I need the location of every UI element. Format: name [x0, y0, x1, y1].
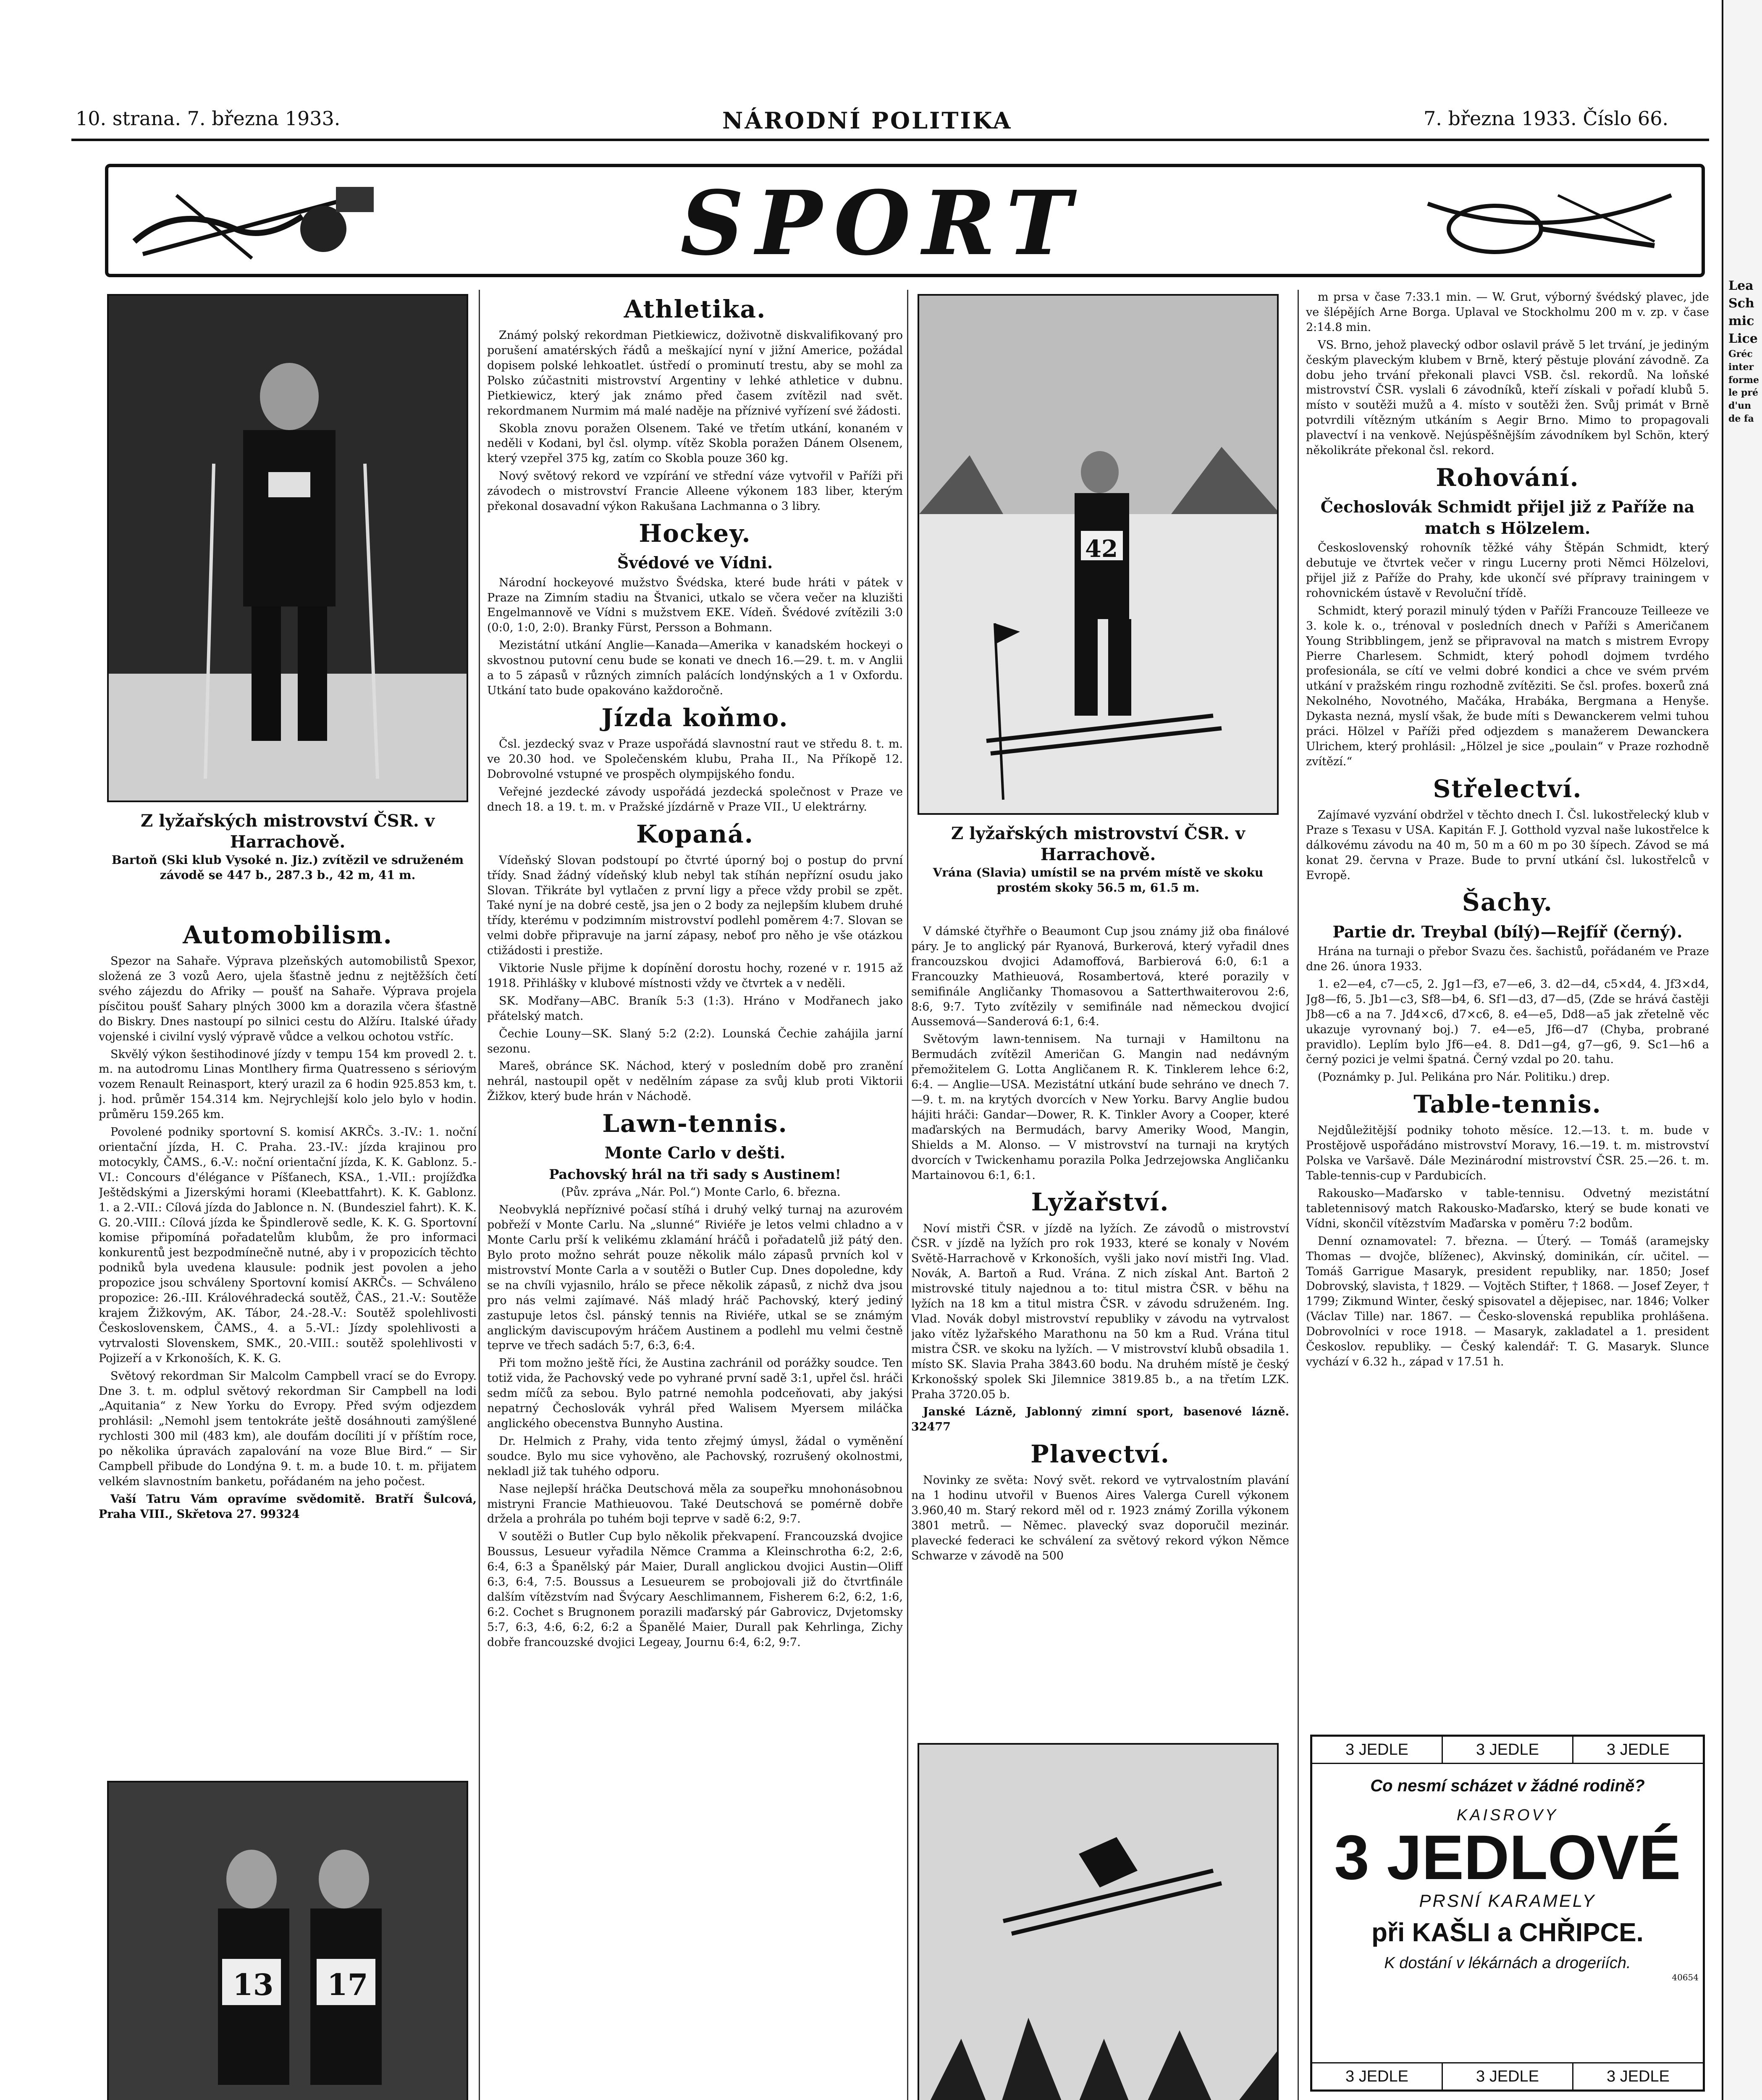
article-paragraph: SK. Modřany—ABC. Braník 5:3 (1:3). Hráno v Modřanech jako přátelský match.	[487, 994, 903, 1023]
section-heading: Lyžařství.	[1031, 1188, 1169, 1217]
article-paragraph: Viktorie Nusle přijme k dopínění dorostu hochy, rozené v r. 1915 až 1918. Přihlášky v klubové místnosti vždy ve čtvrtek a v neděli.	[487, 962, 903, 990]
article-paragraph: Neobvyklá nepříznivé počasí stíhá i druhý velký turnaj na azurovém pobřeží v Monte Carlu. Na „slunné“ Riviéře je letos velmi chladno a v Monte Carlu prší k velikému zklamání hráčů i pořadatelů již pátý den. Bylo proto možno sehrát pouze několik málo zápasů prvních kol v mistrovství Monte Carla a v soutěži o Butler Cup. Dnes dopoledne, kdy se na chvíli vyjasnilo, hrálo se přece několik zápasů, z nichž dva jsou pro nás velmi zajímavé. Náš mladý hráč Pachovský, který jediný zastupuje letos čsl. pánský tennis na Riviéře, utkal se se známým anglickým daviscupovým hráčem Austinem a podlehl mu velmi čestně teprve ve třech sadách 5:7, 6:3, 6:4.	[487, 1203, 903, 1352]
article-paragraph: Světovým lawn-tennisem. Na turnaji v Hamiltonu na Bermudách zvítězil Američan G. Mangin nad nedávným přemožitelem G. Lotta Angličanem R. K. Tinklerem lehce 6:2, 6:4. — Anglie—USA. Mezistátní utkání bude sehráno ve dnech 7.—9. t. m. na krytých dvorcích v New Yorku. Barvy Anglie budou hájiti hráči: Gandar—Dower, R. K. Tinkler Avory a Cooper, které maďarských na Bermudách, barvy Ameriky Wood, Mangin, Shields a M. Alonso. — V mistrovství na turnaji na krytých dvorcích v Twickenhamu porazila Polka Jedrzejowska Angličanku Martainovou 6:1, 6:1.	[911, 1033, 1289, 1182]
ad-number: 40654	[1672, 1972, 1699, 1982]
ad-where: K dostání v lékárnách a drogeriích.	[1384, 1954, 1631, 1972]
edge-fragment: le pré	[1728, 387, 1758, 399]
article-paragraph: Spezor na Sahaře. Výprava plzeňských automobilistů Spexor, složená ze 3 vozů Aero, ujela šťastně jednu z nejtěžších četí svého zájezdu do Afriky — poušť na Sahaře. Výprava projela písčitou poušť Sahary plných 3000 km a dorazila včera šťastně do Biskry. Dnes nastoupí po silnici cestu do Alžíru. Italské úřady vojenské i civilní vyslý výpravě vůdce a velkou ochotou vstříc.	[99, 955, 477, 1043]
photo-caption-title: Z lyžařských mistrovství ČSR. v Harrachově.	[951, 824, 1245, 864]
section-heading: Lawn-tennis.	[602, 1109, 788, 1138]
article-paragraph: m prsa v čase 7:33.1 min. — W. Grut, výborný švédský plavec, jde ve šlépějích Arne Borga. Uplaval ve Stockholmu 200 m v. zp. v čase 2:14.8 min.	[1306, 291, 1709, 334]
ad-label: 3 JEDLE	[1607, 1741, 1670, 1759]
header-rule	[71, 139, 1709, 141]
photo-caption-text: Vrána (Slavia) umístil se na prvém místě ve skoku prostém skoky 56.5 m, 61.5 m.	[933, 866, 1264, 895]
article-paragraph: Československý rohovník těžké váhy Štěpán Schmidt, který debutuje ve čtvrtek večer v ringu Lucerny proti Němci Hölzelovi, přijel již z Paříže do Prahy, kde ukončí své přípravy trainingem v rohovnickém ústavě v Revoluční třídě.	[1306, 541, 1709, 600]
article-paragraph: V dámské čtyřhře o Beaumont Cup jsou známy již oba finálové páry. Je to anglický pár Ryanová, Burkerová, který vyřadil dnes francouzskou dvojici Adamoffová, Barbierová 6:0, 6:1 a Francouzky Mathieuová, Rosambertová, které porazily v semifinále Angličanky Thomasovou a Satterthwaiterovou 2:6, 8:6, 9:7. Tyto zvítězily v semifinále nad německou dvojicí Aussemová—Sanderová 6:1, 6:4.	[911, 925, 1289, 1029]
edge-fragment: mic	[1728, 314, 1754, 328]
section-heading: Kopaná.	[636, 819, 754, 848]
column-divider	[907, 290, 908, 2100]
article-paragraph: Hrána na turnaji o přebor Svazu čes. šachistů, pořádaném ve Praze dne 26. února 1933.	[1306, 945, 1709, 973]
article-paragraph: Národní hockeyové mužstvo Švédska, které bude hráti v pátek v Praze na Zimním stadiu na Štvanici, utkalo se včera večer na kluzišti Engelmannově ve Vídni s mužstvem EKE. Vídeň. Švédové zvítězili 3:0 (0:0, 1:0, 2:0). Branky Fürst, Persson a Bohmann.	[487, 576, 903, 635]
ad-use: při KAŠLI a CHŘIPCE.	[1371, 1918, 1644, 1947]
article-paragraph: Světový rekordman Sir Malcolm Campbell vrací se do Evropy. Dne 3. t. m. odplul světový rekordman Sir Campbell na lodi „Aquitania“ z New Yorku do Evropy. Před svým odjezdem prohlásil: „Nemohl jsem tentokráte ještě dosáhnouti zamýšlené rychlosti 300 mil (483 km), ale doufám docíliti jí v příštím roce, po několika úpravách zapalování na voze Blue Bird.“ — Sir Campbell přibude do Londýna 9. t. m. a bude 10. t. m. přijatem velkém slavnostním banketu, pořádaném na jeho počest.	[99, 1369, 477, 1488]
article-paragraph: Nejdůležitější podniky tohoto měsíce. 12.—13. t. m. bude v Prostějově uspořádáno mistrovství Moravy, 16.—19. t. m. mistrovství Polska ve Varšavě. Dále Mezinárodní mistrovství ČSR. 25.—26. t. m. Table-tennis-cup v Pardubicích.	[1306, 1124, 1709, 1183]
section-heading: Athletika.	[624, 295, 766, 323]
section-heading: Plavectví.	[1030, 1440, 1170, 1469]
edge-fragment: Lice	[1728, 331, 1758, 346]
ad-label: 3 JEDLE	[1443, 2063, 1573, 2090]
article-paragraph: V soutěži o Butler Cup bylo několik překvapení. Francouzská dvojice Boussus, Lesueur vyřadila Němce Cramma a Kleinschrotha 6:2, 2:6, 6:4, 6:3 a Španělský pár Maier, Durall anglickou dvojici Austin—Oliff 6:3, 6:4, 7:5. Boussus a Lesueurem se probojovali již do čtvrtfinále dalším vítězstvím nad Švýcary Aeschlimannem, Fisherem 6:2, 6:2, 1:6, 6:2. Cochet s Brugnonem porazili maďarský pár Gabrovicz, Dvjetomsky 5:7, 6:3, 4:6, 6:2, 6:2 a Španělé Maier, Durall pak Kehrlinga, Zichy dobře francouzské dvojici Legeay, Journu 6:4, 6:2, 9:7.	[487, 1530, 903, 1649]
section-heading: Šachy.	[1462, 888, 1553, 917]
column-three-text	[911, 924, 1289, 1722]
section-heading: Automobilism.	[183, 921, 393, 949]
article-paragraph: VS. Brno, jehož plavecký odbor oslavil právě 5 let trvání, je jediným českým plaveckým klubem v Brně, který pěstuje plování závodně. Za dobu jeho trvání překonali plavci VSB. čsl. rekordů. Na loňské mistrovství ČSR. vyslali 6 závodníků, kteří získali v pořadí klubů 5. místo v soutěži mužů a 4. místo v soutěži žen. Svůj primát v Brně potvrdili vítězným utkáním s Aegir Brno. Mimo to propagovali plavectví i na venkově. Nejúspěšnějším závodníkem byl Schön, který několikráte překonal čsl. rekord.	[1306, 338, 1709, 457]
ad-3-jedle	[1310, 1735, 1705, 2092]
skates-racket-illustration	[1419, 178, 1680, 267]
edge-fragment: inter	[1728, 361, 1754, 373]
classified-ad: Janské Lázně, Jablonný zimní sport, basenové lázně. 32477	[911, 1405, 1289, 1434]
newspaper-title: NÁRODNÍ POLITIKA	[722, 107, 1012, 134]
edge-fragment: Sch	[1728, 296, 1754, 311]
adjacent-page-edge	[1722, 0, 1762, 2100]
section-subheading: Pachovský hrál na tři sady s Austinem!	[549, 1166, 841, 1182]
automobilism-section	[99, 916, 477, 1760]
article-paragraph: Rakousko—Maďarsko v table-tennisu. Odvetný mezistátní tabletennisový match Rakousko-Maďarsko, který se bude konati ve Vídni, skončil vítězstvím Maďarska v poměru 7:2 bodům.	[1306, 1186, 1709, 1230]
edge-fragment: de fa	[1728, 413, 1754, 424]
article-paragraph: Při tom možno ještě říci, že Austina zachránil od porážky soudce. Ten totiž vida, že Pachovský vede po vyhrané první sadě 3:1, upřel čsl. hráči sedm míčů za sebou. Bylo patrné nemohla podceňovati, aby jakýsi nepatrný Čechoslovák vyhrál před Walisem Myersem miláčka anglického obecenstva Bunnyho Austina.	[487, 1357, 903, 1430]
ad-question: Co nesmí scházet v žádné rodině?	[1370, 1777, 1645, 1795]
photo-caption-title: Z lyžařských mistrovství ČSR. v Harrachově.	[140, 811, 435, 852]
article-paragraph: Novinky ze světa: Nový svět. rekord ve vytrvalostním plavání na 1 hodinu utvořil v Buenos Aires Valerga Curell výkonem 3.960,40 m. Starý rekord měl od r. 1923 známý Zorilla výkonem 3801 metrů. — Němec. plavecký svaz doporučil mezinár. plavecké federaci ke schválení za světový rekord výkon Němce Schwarze v závodě na 500	[911, 1474, 1289, 1562]
article-paragraph: Mareš, obránce SK. Náchod, který v posledním době pro zranění nehrál, nastoupil opět v nedělním zápase za svůj klub proti Viktorii Žižkov, který bude hrán v Náchodě.	[487, 1060, 903, 1103]
article-paragraph: Skvělý výkon šestihodinové jízdy v tempu 154 km provedl 2. t. m. na autodromu Linas Montlhery firma Quatresseno s sériovým vozem Renault Reinasport, který urazil za 6 hodin 925.853 km, t. j. hod. průměr 154.314 km. Nejrychlejší kolo jelo bylo v hodin. průměru 159.265 km.	[99, 1047, 477, 1121]
bib-number: 13	[233, 1967, 274, 2002]
ski-equipment-illustration	[126, 178, 386, 267]
ad-brand-big: 3 JEDLOVÉ	[1334, 1822, 1681, 1893]
column-divider	[479, 290, 480, 2100]
issue-info: 7. března 1933. Číslo 66.	[1424, 107, 1669, 130]
section-subheading: Čechoslovák Schmidt přijel již z Paříže na match s Hölzelem.	[1320, 497, 1695, 538]
article-paragraph: (Poznámky p. Jul. Pelikána pro Nár. Politiku.) drep.	[1318, 1071, 1610, 1084]
article-byline: (Pův. zpráva „Nár. Pol.“) Monte Carlo, 6. března.	[561, 1186, 841, 1199]
column-divider	[1298, 290, 1299, 2100]
article-paragraph: Mezistátní utkání Anglie—Kanada—Amerika v kanadském hockeyi o skvostnou putovní cenu bude se konati ve dnech 16.—29. t. m. v Anglii a to 5 zápasů v různých zimních palácích londýnských a 1 v Oxfordu. Utkání tato bude opakováno každoročně.	[487, 639, 903, 697]
sport-heading: SPORT	[680, 171, 1083, 275]
ad-product: PRSNÍ KARAMELY	[1419, 1890, 1596, 1911]
section-subheading: Monte Carlo v dešti.	[604, 1143, 786, 1163]
article-paragraph: Nase nejlepší hráčka Deutschová měla za soupeřku mnohonásobnou mistryni Francie Mathieuovou. Také Deutschová se pomérně dobře držela a prohrála po tuhém boji teprve v sadě 6:2, 9:7.	[487, 1482, 903, 1526]
ad-label: 3 JEDLE	[1312, 1737, 1443, 1763]
section-heading: Table-tennis.	[1413, 1090, 1602, 1119]
article-paragraph: Vídeňský Slovan podstoupí po čtvrté úporný boj o postup do první třídy. Snad žádný vídeňský klub nebyl tak stíhán nepřízní osudu jako Slovan. Třikráte byl vytlačen z první ligy a přece vždy probil se zpět. Také nyní je na dobré cestě, jsa jen o 2 body za nejlepším klubem druhé třídy, kterému v podzimním mistrovství podlehl poměrem 4:7. Slovan se velmi dobře připravuje na jarní zápasy, neboť pro něho je vše otázkou ctižádosti i prestiže.	[487, 853, 903, 958]
bib-number: 17	[327, 1967, 368, 2002]
bib-number: 42	[1085, 535, 1118, 563]
section-subheading: Švédové ve Vídni.	[617, 553, 773, 572]
page-info: 10. strana. 7. března 1933.	[76, 107, 341, 130]
article-paragraph: Veřejné jezdecké závody uspořádá jezdecká společnost v Praze ve dnech 18. a 19. t. m. v Pražské jízdárně v Praze VII., U elektrárny.	[487, 785, 903, 814]
section-heading: Rohování.	[1436, 463, 1579, 492]
ad-label: 3 JEDLE	[1443, 1737, 1573, 1763]
section-heading: Střelectví.	[1433, 774, 1582, 803]
ad-label: 3 JEDLE	[1312, 2063, 1443, 2090]
article-paragraph: Dr. Helmich z Prahy, vida tento zřejmý úmysl, žádal o vyměnění soudce. Bylo mu sice vyhověno, ale Pachovský, rozrušený okolnostmi, nekladl již tak tuhého odporu.	[487, 1434, 903, 1478]
photo-caption-text: Bartoň (Ski klub Vysoké n. Jiz.) zvítězil ve sdruženém závodě se 447 b., 287.3 b., 42 m, 41 m.	[111, 853, 464, 882]
edge-fragment: Gréc	[1728, 349, 1753, 360]
photo-barton	[107, 294, 468, 802]
column-four	[1306, 290, 1709, 1722]
column-two	[487, 290, 903, 2100]
photo-ski-jumper	[918, 1743, 1279, 2100]
article-paragraph: Čechie Louny—SK. Slaný 5:2 (2:2). Lounská Čechie zahájila jarní sezonu.	[487, 1027, 903, 1055]
article-paragraph: Skobla znovu poražen Olsenem. Také ve třetím utkání, konaném v neděli v Kodani, byl čsl. olymp. vítěz Skobla poražen Dánem Olsenem, který vzepřel 375 kg, zatím co Skobla pouze 360 kg.	[487, 422, 903, 465]
section-heading: Hockey.	[639, 519, 751, 548]
edge-fragment: forme	[1728, 374, 1759, 386]
classified-ad: Vaší Tatru Vám opravíme svědomitě. Bratří Šulcová, Praha VIII., Skřetova 27. 99324	[99, 1492, 477, 1521]
edge-fragment: d'un	[1728, 400, 1752, 412]
article-paragraph: Známý polský rekordman Pietkiewicz, doživotně diskvalifikovaný pro porušení amatérských řádů a meškající nyní v jižní Americe, požádal dopisem polské lehkoatlet. ústředí o prominutí trestu, aby se mohl za Polsko zúčastniti mistrovství Argentiny v lehké athletice v dubnu. Pietkiewicz, který jak známo před časem zvítězil nad svět. rekordmanem Nurmim má malé naděje na příznivé vyřízení své žádosti.	[487, 329, 903, 417]
section-subheading: Partie dr. Treybal (bílý)—Rejfíř (černý).	[1332, 922, 1683, 941]
photo-vrana	[918, 294, 1279, 815]
article-paragraph: Denní oznamovatel: 7. března. — Úterý. — Tomáš (aramejsky Thomas — dvojče, blíženec), Akvinský, dominikán, cír. učitel. — Tomáš Garrigue Masaryk, president republiky, nar. 1850; Josef Dobrovský, slavista, † 1829. — Vojtěch Stifter, † 1868. — Josef Zeyer, † 1799; Zikmund Winter, český spisovatel a dějepisec, nar. 1846; Volker (Václav Tille) nar. 1867. — Česko-slovenská republika prohlášena. Dobrovolníci v roce 1918. — Masaryk, zakladatel a 1. president Českoslov. republiky. — Český kalendář: T. G. Masaryk. Slunce vychází v 6.32 h., západ v 17.51 h.	[1306, 1234, 1709, 1368]
photo-women-skiers	[107, 1781, 468, 2100]
article-paragraph: Schmidt, který porazil minulý týden v Paříži Francouze Teilleeze ve 3. kole k. o., trénoval v posledních dnech v Paříži s Američanem Young Stribblingem, jenž se připravoval na match s mistrem Evropy Pierre Charlesem. Schmidt, který pohodl dojmem tvrdého profesionála, se cítí ve velmi dobré kondici a chce ve svém prvém utkání v pražském ringu rozhodně zvítěziti. Se čsl. profes. boxerů zná Nekolného, Novotného, Mačáka, Hrabáka, Bergmana a Henyše. Dykasta nezná, myslí však, že bude míti s Dewanckerem velmi tuhou práci. Hölzel v Paříži před odjezdem s manažerem Dewanckera Ulrichem, který prohlásil: „Hölzel je sice „poulain“ v Praze rozhodně zvítězí.“	[1306, 604, 1709, 768]
ad-brand-small: KAISROVY	[1456, 1806, 1559, 1824]
edge-fragment: Lea	[1728, 278, 1754, 293]
article-paragraph: Zajímavé vyzvání obdržel v těchto dnech I. Čsl. lukostřelecký klub v Praze s Texasu v USA. Kapitán F. J. Gotthold vyzval naše lukostřelce k dálkovému závodu na 40 m, 50 m a 60 m po 30 šípech. Závod se má konat 29. června v Praze. Bude to první utkání čsl. lukostřelců v Evropě.	[1306, 808, 1709, 882]
section-heading: Jízda koňmo.	[601, 703, 789, 732]
article-paragraph: Čsl. jezdecký svaz v Praze uspořádá slavnostní raut ve středu 8. t. m. ve 20.30 hod. ve Společenském klubu, Praha II., Na Příkopě 12. Dobrovolné vstupné ve prospěch olympijského fondu.	[487, 738, 903, 781]
article-paragraph: Noví mistři ČSR. v jízdě na lyžích. Ze závodů o mistrovství ČSR. v jízdě na lyžích pro rok 1933, které se konaly v Novém Světě-Harrachově v Krkonoších, vyšli jako noví mistři Ing. Vlad. Novák, A. Bartoň a Rud. Vrána. Z nich získal Ant. Bartoň 2 mistrovské tituly najednou a to: titul mistra ČSR. v běhu na lyžích na 18 km a titul mistra ČSR. v závodu sdruženém. Ing. Vlad. Novák dobyl mistrovství republiky v závodu na vytrvalost jako vítěz lyžařského Marathonu na 50 km a Rud. Vrána titul mistra ČSR. ve skoku na lyžích. — V mistrovství klubů obsadila 1. místo SK. Slavia Praha 3843.60 bodu. Na druhém místě je český Krkonošský spolek Ski Jilemnice 3819.85 b., a na třetím LZK. Praha 3720.05 b.	[911, 1222, 1289, 1401]
article-paragraph: Povolené podniky sportovní S. komisí AKRČs. 3.-IV.: 1. noční orientační jízda, H. C. Praha. 23.-IV.: jízda krajinou pro motocykly, ČAMS., 6.-V.: noční orientační jízda, K. K. Gablonz. 5.-VI.: Concours d'élégance v Píšťanech, KSA., 1.-VII.: projížďka Ještědskými a Jizerskými horami (Kleebattfahrt). K. K. Gablonz. 1. a 2.-VII.: Cílová jízda do Jablonce n. N. (Bundesziel fahrt). K. K. G. 20.-VIII.: Cílová jízda ke Špindlerově sedle, K. K. G. Sportovní komise připomíná pořadatelům klubům, že pro informaci konkurentů jest bezpodmínečně nutné, aby i v propozicích těchto podniků byla uvedena klausule: podnik jest povolen a jeho propozice jsou schváleny Sportovní komisí AKRČs. — Schváleno propozice: 26.-III. Královéhradecká soutěž, ČAS., 21.-V.: Soutěže krajem Žižkovým, AK. Tábor, 24.-28.-V.: Soutěž spolehlivosti Československem, ČAMS., 4. a 5.-VI.: Jízdy spolehlivosti a vytrvalosti Slovenskem, SMK., 20.-VIII.: soutěž spolehlivosti v Pojizeří a v Krkonoších, K. K. G.	[99, 1126, 477, 1365]
ad-label: 3 JEDLE	[1607, 2068, 1670, 2085]
article-paragraph: Nový světový rekord ve vzpírání ve střední váze vytvořil v Paříži při závodech o mistrovství Francie Alleene výkonem 183 liber, kterým překonal dosavadní výkon Rakušana Lachmanna o 3 libry.	[487, 470, 903, 513]
article-paragraph: 1. e2—e4, c7—c5, 2. Jg1—f3, e7—e6, 3. d2—d4, c5×d4, 4. Jf3×d4, Jg8—f6, 5. Jb1—c3, Sf8—b4, 6. Sf1—d3, d7—d5, (Zde se hrává častěji Jb8—c6 a na 7. Jd4×c6, d7×c6, 8. e4—e5, Dd8—a5 jak zřetelně věc ukazuje vyrovnaný boj.) 7. e4—e5, Jf6—d7 (Chyba, probrané pravidlo). Leplím bylo Jf6—e4. 8. Dd1—g4, g7—g6, 9. Sc1—h6 a černý pozici je velmi špatná. Černý vzdal po 20. tahu.	[1306, 977, 1709, 1066]
